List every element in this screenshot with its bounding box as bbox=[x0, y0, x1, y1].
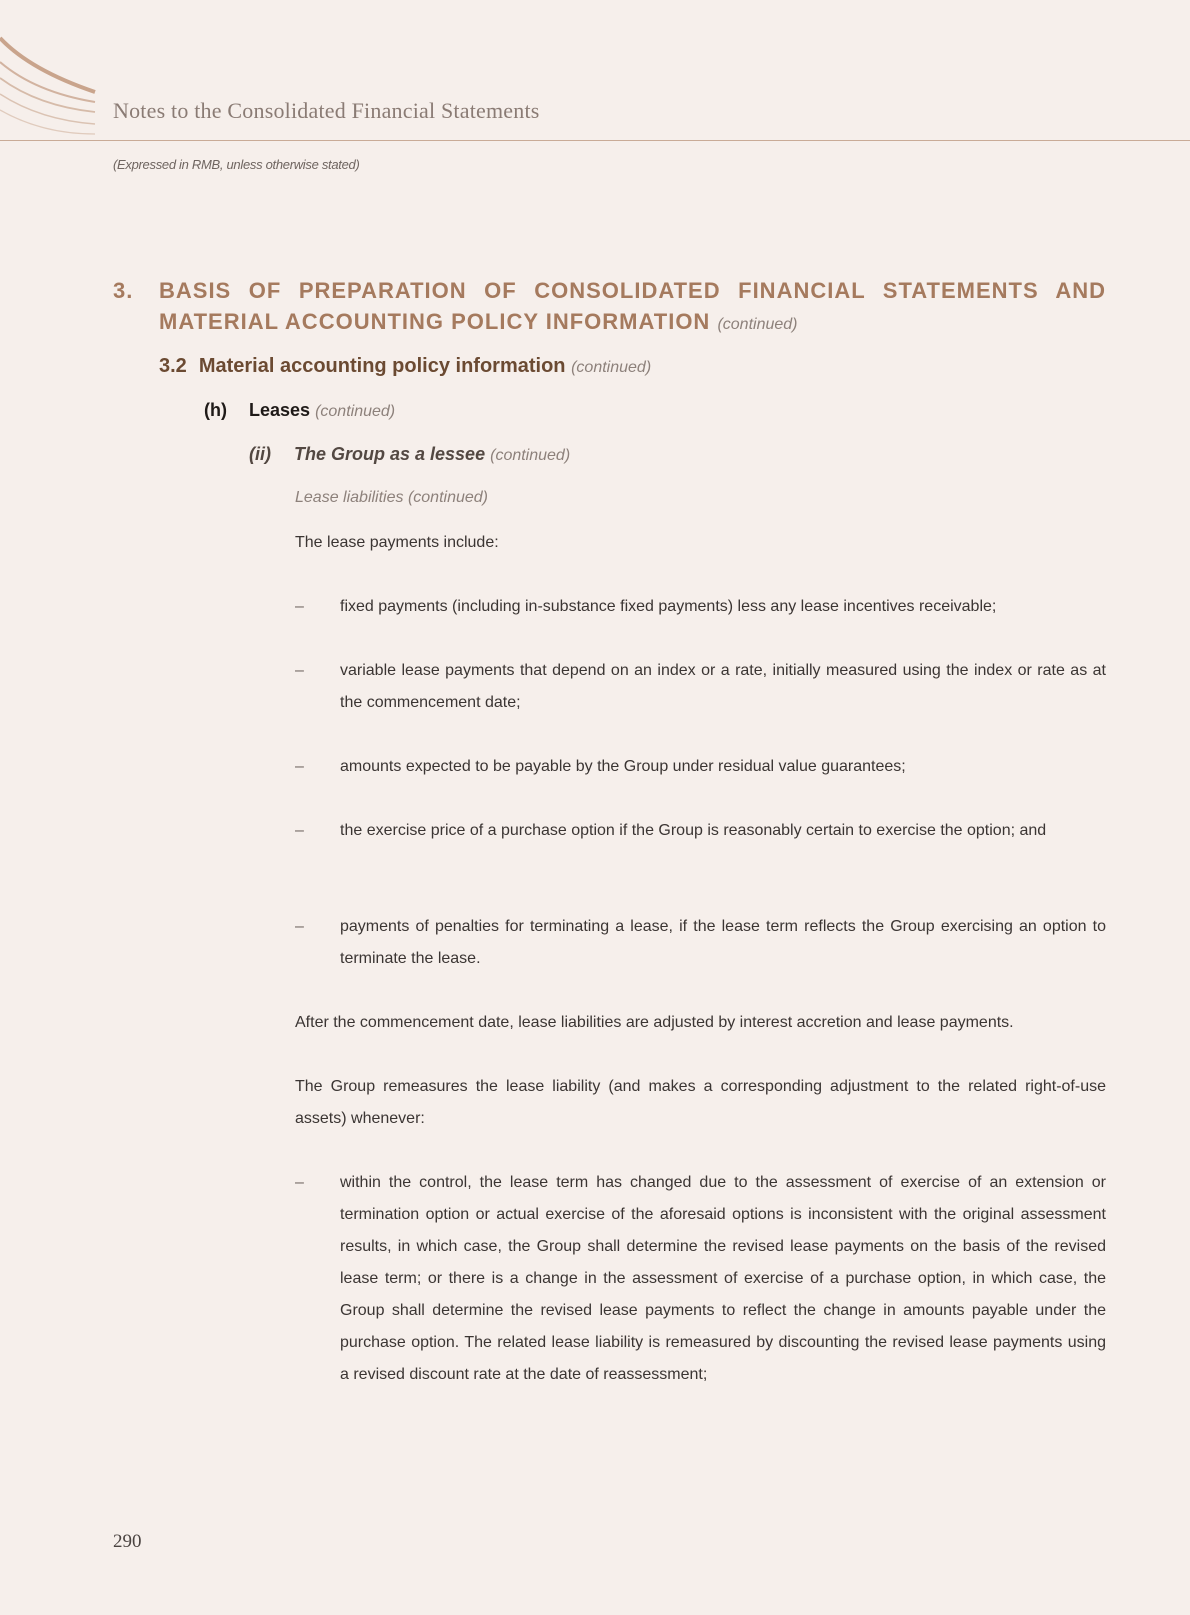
leases-continued: (continued) bbox=[315, 403, 396, 420]
subsection-title: Material accounting policy information bbox=[198, 355, 566, 377]
subsection-continued: (continued) bbox=[571, 359, 652, 376]
after-commencement-paragraph: After the commencement date, lease liabilities are adjusted by interest accretion and lease payments. bbox=[295, 1014, 1014, 1031]
lease-liabilities-heading: Lease liabilities (continued) bbox=[295, 489, 488, 506]
section-continued: (continued) bbox=[717, 316, 798, 333]
section-number: 3. bbox=[113, 278, 134, 303]
dash-bullet: – bbox=[295, 1174, 304, 1191]
page-number: 290 bbox=[113, 1531, 142, 1552]
dash-bullet: – bbox=[295, 598, 304, 615]
currency-note: (Expressed in RMB, unless otherwise stated) bbox=[113, 157, 360, 172]
dash-bullet: – bbox=[295, 662, 304, 679]
list-item-text: fixed payments (including in-substance fixed payments) less any lease incentives receivable; bbox=[340, 598, 997, 615]
dash-bullet: – bbox=[295, 918, 304, 935]
header-divider bbox=[0, 140, 1190, 141]
list-item-text: the exercise price of a purchase option if the Group is reasonably certain to exercise the option; and bbox=[340, 822, 1047, 839]
dash-bullet: – bbox=[295, 822, 304, 839]
subsection-number: 3.2 bbox=[159, 355, 187, 377]
list-item-text: payments of penalties for terminating a lease, if the lease term reflects the Group exercising an option to terminate the lease. bbox=[340, 918, 1106, 967]
dash-bullet: – bbox=[295, 758, 304, 775]
leases-title: Leases bbox=[249, 400, 311, 420]
section-title-line1: BASIS OF PREPARATION OF CONSOLIDATED FINANCIAL STATEMENTS AND bbox=[159, 278, 1106, 303]
payments-intro: The lease payments include: bbox=[295, 534, 499, 551]
leases-heading bbox=[204, 400, 395, 421]
section-title-line2-wrap bbox=[159, 309, 798, 335]
lessee-continued: (continued) bbox=[490, 447, 571, 464]
remeasure-intro-paragraph: The Group remeasures the lease liability (and makes a corresponding adjustment to the related right-of-use assets) whenever: bbox=[295, 1078, 1106, 1127]
list-item-text: within the control, the lease term has changed due to the assessment of exercise of an extension or termination option or actual exercise of the aforesaid options is inconsistent with the original assessment results, in which case, the Group shall determine the revised lease payments on the basis of the revised lease term; or there is a change in the assessment of exercise of a purchase option, in which case, the Group shall determine the revised lease payments to reflect the change in amounts payable under the purchase option. The related lease liability is remeasured by discounting the revised lease payments using a revised discount rate at the date of reassessment; bbox=[340, 1174, 1106, 1383]
leases-number: (h) bbox=[204, 400, 227, 420]
list-item-text: variable lease payments that depend on an index or a rate, initially measured using the index or rate as at the commencement date; bbox=[340, 662, 1106, 711]
list-item-text: amounts expected to be payable by the Group under residual value guarantees; bbox=[340, 758, 906, 775]
lessee-number: (ii) bbox=[249, 444, 271, 464]
lessee-title: The Group as a lessee bbox=[294, 444, 486, 464]
section-title-line2: MATERIAL ACCOUNTING POLICY INFORMATION bbox=[159, 309, 711, 334]
lessee-heading bbox=[249, 444, 570, 465]
decorative-corner-arcs-icon bbox=[0, 0, 110, 150]
subsection-heading bbox=[159, 355, 651, 378]
running-header-title: Notes to the Consolidated Financial Statements bbox=[113, 98, 540, 123]
